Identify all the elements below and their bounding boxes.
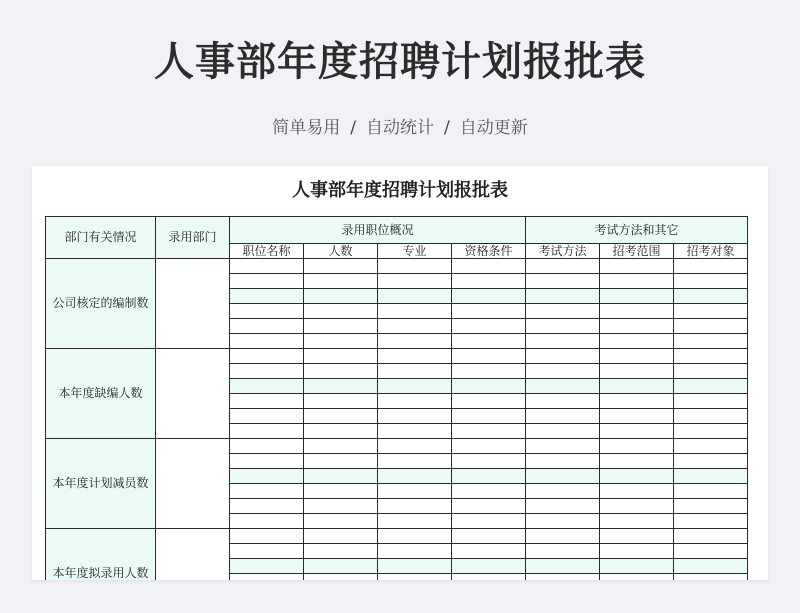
subheader-exam-target: 招考对象 — [674, 244, 748, 259]
table-cell[interactable] — [674, 469, 748, 484]
table-cell[interactable] — [674, 544, 748, 559]
table-cell[interactable] — [230, 289, 304, 304]
hire-dept-cell[interactable] — [156, 529, 230, 581]
table-cell[interactable] — [452, 379, 526, 394]
table-cell[interactable] — [674, 379, 748, 394]
table-cell[interactable] — [526, 559, 600, 574]
table-cell[interactable] — [304, 544, 378, 559]
row-group-label: 公司核定的编制数 — [46, 259, 156, 349]
hire-dept-cell[interactable] — [156, 259, 230, 349]
table-cell[interactable] — [674, 349, 748, 364]
table-cell[interactable] — [526, 364, 600, 379]
subheader-position-name: 职位名称 — [230, 244, 304, 259]
table-cell[interactable] — [526, 439, 600, 454]
table-cell[interactable] — [674, 574, 748, 581]
table-cell[interactable] — [600, 439, 674, 454]
table-cell[interactable] — [526, 469, 600, 484]
table-cell[interactable] — [304, 529, 378, 544]
table-cell[interactable] — [526, 424, 600, 439]
table-cell[interactable] — [674, 394, 748, 409]
table-cell[interactable] — [600, 469, 674, 484]
table-cell[interactable] — [378, 274, 452, 289]
table-cell[interactable] — [230, 574, 304, 581]
table-cell[interactable] — [452, 424, 526, 439]
table-cell[interactable] — [378, 439, 452, 454]
table-cell[interactable] — [230, 559, 304, 574]
table-cell[interactable] — [230, 514, 304, 529]
spreadsheet-preview — [32, 166, 768, 580]
table-cell[interactable] — [378, 364, 452, 379]
subtitle-part-2: 自动统计 — [366, 118, 434, 138]
table-cell[interactable] — [452, 574, 526, 581]
table-cell[interactable] — [674, 529, 748, 544]
table-cell[interactable] — [526, 529, 600, 544]
table-cell[interactable] — [378, 334, 452, 349]
table-cell[interactable] — [378, 409, 452, 424]
table-cell[interactable] — [452, 274, 526, 289]
table-cell[interactable] — [452, 409, 526, 424]
table-row — [46, 349, 748, 364]
page-title: 人事部年度招聘计划报批表 — [154, 39, 646, 85]
table-cell[interactable] — [378, 484, 452, 499]
table-cell[interactable] — [230, 529, 304, 544]
table-cell[interactable] — [674, 484, 748, 499]
table-cell[interactable] — [526, 544, 600, 559]
table-cell[interactable] — [674, 274, 748, 289]
table-cell[interactable] — [526, 499, 600, 514]
table-cell[interactable] — [304, 439, 378, 454]
subheader-exam-method: 考试方法 — [526, 244, 600, 259]
table-cell[interactable] — [526, 484, 600, 499]
table-cell[interactable] — [526, 514, 600, 529]
table-cell[interactable] — [452, 544, 526, 559]
subtitle-separator: / — [444, 118, 450, 138]
table-cell[interactable] — [526, 409, 600, 424]
table-cell[interactable] — [304, 259, 378, 274]
table-cell[interactable] — [674, 454, 748, 469]
table-cell[interactable] — [526, 259, 600, 274]
table-cell[interactable] — [304, 559, 378, 574]
table-cell[interactable] — [304, 334, 378, 349]
subheader-qualification: 资格条件 — [452, 244, 526, 259]
table-cell[interactable] — [526, 334, 600, 349]
table-cell[interactable] — [600, 559, 674, 574]
table-cell[interactable] — [600, 274, 674, 289]
table-cell[interactable] — [230, 439, 304, 454]
table-cell[interactable] — [600, 544, 674, 559]
table-cell[interactable] — [378, 559, 452, 574]
table-cell[interactable] — [600, 304, 674, 319]
table-cell[interactable] — [526, 274, 600, 289]
table-cell[interactable] — [674, 439, 748, 454]
table-cell[interactable] — [378, 319, 452, 334]
table-cell[interactable] — [600, 334, 674, 349]
table-cell[interactable] — [378, 454, 452, 469]
table-cell[interactable] — [452, 514, 526, 529]
table-cell[interactable] — [526, 574, 600, 581]
table-cell[interactable] — [304, 454, 378, 469]
table-cell[interactable] — [452, 484, 526, 499]
table-cell[interactable] — [600, 409, 674, 424]
table-cell[interactable] — [452, 529, 526, 544]
table-cell[interactable] — [378, 304, 452, 319]
table-cell[interactable] — [674, 304, 748, 319]
subtitle-part-3: 自动更新 — [459, 118, 528, 138]
table-cell[interactable] — [378, 394, 452, 409]
table-cell[interactable] — [230, 454, 304, 469]
table-cell[interactable] — [674, 409, 748, 424]
table-cell[interactable] — [600, 454, 674, 469]
header-position-overview: 录用职位概况 — [230, 217, 526, 244]
table-cell[interactable] — [304, 484, 378, 499]
table-cell[interactable] — [600, 364, 674, 379]
subtitle-part-1: 简单易用 — [272, 118, 341, 138]
table-cell[interactable] — [304, 469, 378, 484]
table-cell[interactable] — [304, 574, 378, 581]
table-cell[interactable] — [526, 394, 600, 409]
table-cell[interactable] — [526, 304, 600, 319]
table-cell[interactable] — [230, 379, 304, 394]
table-cell[interactable] — [378, 469, 452, 484]
table-cell[interactable] — [230, 259, 304, 274]
table-row — [46, 259, 748, 274]
table-cell[interactable] — [452, 319, 526, 334]
table-cell[interactable] — [452, 349, 526, 364]
table-cell[interactable] — [674, 559, 748, 574]
table-cell[interactable] — [452, 439, 526, 454]
table-cell[interactable] — [230, 349, 304, 364]
row-group-label: 本年度缺编人数 — [46, 349, 156, 439]
table-cell[interactable] — [452, 454, 526, 469]
table-cell[interactable] — [378, 514, 452, 529]
table-cell[interactable] — [304, 349, 378, 364]
table-cell[interactable] — [378, 259, 452, 274]
subheader-headcount: 人数 — [304, 244, 378, 259]
table-cell[interactable] — [526, 289, 600, 304]
table-cell[interactable] — [600, 484, 674, 499]
table-cell[interactable] — [304, 409, 378, 424]
table-cell[interactable] — [600, 349, 674, 364]
table-cell[interactable] — [304, 394, 378, 409]
table-cell[interactable] — [304, 364, 378, 379]
subtitle-separator: / — [350, 118, 356, 138]
table-cell[interactable] — [378, 349, 452, 364]
subheader-major: 专业 — [378, 244, 452, 259]
header-exam-other: 考试方法和其它 — [526, 217, 748, 244]
table-cell[interactable] — [378, 574, 452, 581]
table-cell[interactable] — [378, 499, 452, 514]
table-cell[interactable] — [600, 259, 674, 274]
table-cell[interactable] — [304, 319, 378, 334]
table-cell[interactable] — [674, 319, 748, 334]
table-cell[interactable] — [526, 349, 600, 364]
table-cell[interactable] — [230, 469, 304, 484]
table-cell[interactable] — [230, 424, 304, 439]
row-group-label: 本年度计划减员数 — [46, 439, 156, 529]
table-cell[interactable] — [674, 259, 748, 274]
header-dept-info: 部门有关情况 — [46, 217, 156, 259]
table-cell[interactable] — [452, 469, 526, 484]
table-cell[interactable] — [230, 334, 304, 349]
table-cell[interactable] — [230, 409, 304, 424]
header-hire-dept: 录用部门 — [156, 217, 230, 259]
table-cell[interactable] — [674, 289, 748, 304]
recruitment-table — [45, 216, 748, 580]
table-cell[interactable] — [230, 319, 304, 334]
hire-dept-cell[interactable] — [156, 349, 230, 439]
table-cell[interactable] — [378, 379, 452, 394]
table-cell[interactable] — [230, 304, 304, 319]
table-cell[interactable] — [304, 424, 378, 439]
table-cell[interactable] — [378, 289, 452, 304]
table-cell[interactable] — [230, 274, 304, 289]
table-cell[interactable] — [600, 289, 674, 304]
table-cell[interactable] — [600, 529, 674, 544]
table-cell[interactable] — [600, 574, 674, 581]
row-group-label: 本年度拟录用人数 — [46, 529, 156, 581]
table-cell[interactable] — [526, 379, 600, 394]
table-cell[interactable] — [600, 424, 674, 439]
table-cell[interactable] — [230, 364, 304, 379]
table-cell[interactable] — [674, 424, 748, 439]
hire-dept-cell[interactable] — [156, 439, 230, 529]
table-cell[interactable] — [452, 559, 526, 574]
table-cell[interactable] — [600, 379, 674, 394]
table-cell[interactable] — [304, 274, 378, 289]
table-cell[interactable] — [230, 544, 304, 559]
table-cell[interactable] — [452, 334, 526, 349]
table-cell[interactable] — [600, 499, 674, 514]
table-cell[interactable] — [526, 319, 600, 334]
table-cell[interactable] — [674, 364, 748, 379]
subheader-exam-scope: 招考范围 — [600, 244, 674, 259]
table-cell[interactable] — [304, 514, 378, 529]
table-cell[interactable] — [230, 394, 304, 409]
table-cell[interactable] — [674, 499, 748, 514]
table-cell[interactable] — [378, 544, 452, 559]
table-cell[interactable] — [230, 484, 304, 499]
table-cell[interactable] — [674, 334, 748, 349]
table-cell[interactable] — [452, 289, 526, 304]
table-cell[interactable] — [452, 259, 526, 274]
table-cell[interactable] — [304, 289, 378, 304]
page-subtitle — [0, 113, 800, 138]
table-cell[interactable] — [452, 394, 526, 409]
table-cell[interactable] — [230, 499, 304, 514]
table-cell[interactable] — [600, 514, 674, 529]
sheet-title: 人事部年度招聘计划报批表 — [292, 180, 508, 201]
table-cell[interactable] — [378, 529, 452, 544]
table-cell[interactable] — [304, 304, 378, 319]
table-cell[interactable] — [304, 499, 378, 514]
table-cell[interactable] — [674, 514, 748, 529]
table-cell[interactable] — [452, 499, 526, 514]
table-cell[interactable] — [600, 319, 674, 334]
table-cell[interactable] — [526, 454, 600, 469]
table-cell[interactable] — [378, 424, 452, 439]
table-cell[interactable] — [304, 379, 378, 394]
table-cell[interactable] — [600, 394, 674, 409]
table-cell[interactable] — [452, 364, 526, 379]
table-row — [46, 439, 748, 454]
table-cell[interactable] — [452, 304, 526, 319]
table-row — [46, 529, 748, 544]
